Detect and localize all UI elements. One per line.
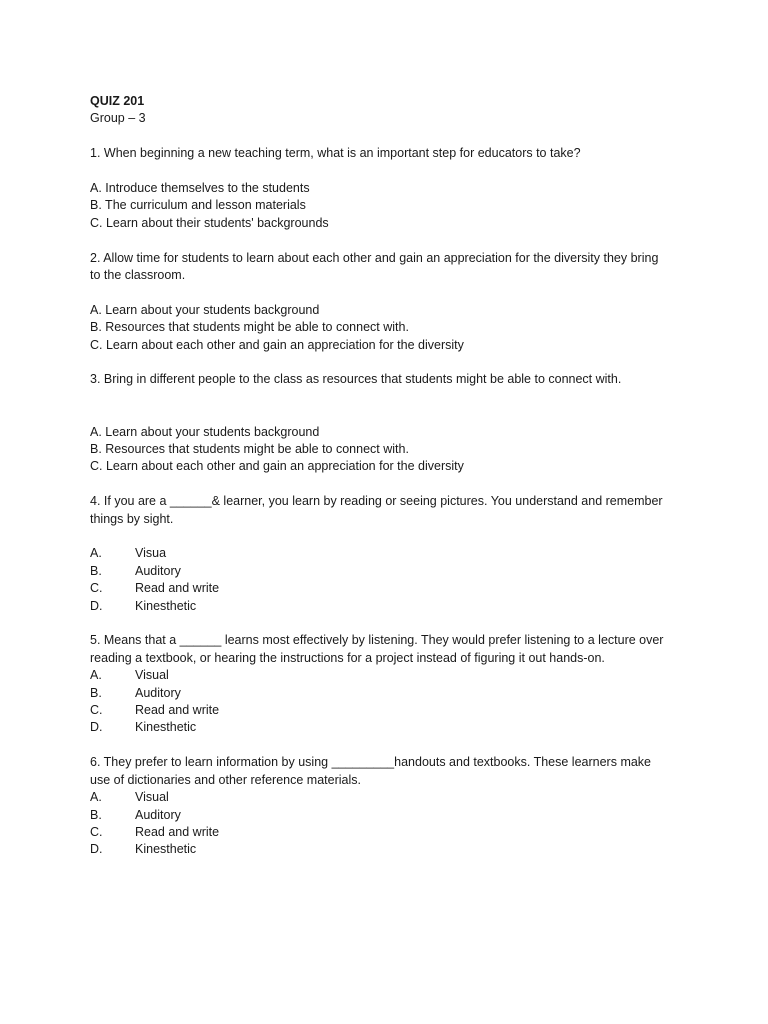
question-1-prompt: 1. When beginning a new teaching term, what is an important step for educators to take? (90, 146, 581, 161)
question-4-option-a (90, 545, 690, 562)
question-3-option-b: B. Resources that students might be able to connect with. (90, 442, 409, 457)
question-3 (90, 371, 690, 475)
option-letter: A. (90, 790, 102, 805)
option-letter: C. (90, 581, 103, 596)
option-text: Auditory (135, 685, 181, 700)
option-text: Visua (135, 546, 167, 561)
option-letter: B. (90, 685, 102, 700)
question-4-option-b (90, 563, 690, 580)
question-1-option-c: C. Learn about their students' backgrounds (90, 215, 329, 230)
question-1-option-a: A. Introduce themselves to the students (90, 181, 310, 195)
question-5-option-d (90, 719, 690, 736)
option-letter: D. (90, 720, 103, 735)
question-2-option-c: C. Learn about each other and gain an appreciation for the diversity (90, 337, 464, 352)
quiz-title: QUIZ 201 (90, 94, 145, 108)
option-letter: A. (90, 668, 102, 683)
option-letter: B. (90, 563, 102, 578)
question-6-option-b (90, 807, 690, 824)
question-4 (90, 493, 690, 615)
question-6-option-c (90, 824, 690, 841)
question-4-option-c (90, 580, 690, 597)
question-3-prompt: 3. Bring in different people to the class as resources that students might be able to connect with. (90, 372, 622, 387)
question-1 (90, 145, 690, 232)
option-text: Read and write (135, 824, 220, 839)
option-text: Auditory (135, 563, 181, 578)
question-6-option-d (90, 841, 690, 858)
option-text: Visual (135, 790, 169, 805)
question-6-prompt-line-1: 6. They prefer to learn information by using _________handouts and textbooks. These learners make (90, 755, 652, 770)
question-6-option-a (90, 789, 690, 806)
question-3-option-c: C. Learn about each other and gain an appreciation for the diversity (90, 459, 464, 474)
option-text: Visual (135, 668, 169, 683)
question-2-option-b: B. Resources that students might be able to connect with. (90, 320, 409, 335)
question-5-prompt-line-1: 5. Means that a ______ learns most effectively by listening. They would prefer listening to a lecture over (90, 633, 664, 648)
question-5-option-a (90, 667, 690, 684)
option-text: Read and write (135, 703, 220, 718)
question-2-prompt-line-1: 2. Allow time for students to learn about each other and gain an appreciation for the diversity they bring (90, 250, 659, 265)
option-text: Auditory (135, 807, 181, 822)
option-letter: D. (90, 598, 103, 613)
option-letter: C. (90, 703, 103, 718)
question-4-prompt-line-1: 4. If you are a ______& learner, you learn by reading or seeing pictures. You understand and remember (90, 494, 663, 509)
option-letter: A. (90, 546, 102, 561)
question-2 (90, 250, 690, 354)
quiz-document (90, 93, 690, 859)
question-6-prompt-line-2: use of dictionaries and other reference materials. (90, 772, 361, 787)
group-label: Group – 3 (90, 111, 146, 126)
question-1-option-b: B. The curriculum and lesson materials (90, 198, 306, 213)
question-5-prompt-line-2: reading a textbook, or hearing the instructions for a project instead of figuring it out hands-on. (90, 650, 605, 665)
question-5-option-c (90, 702, 690, 719)
question-6 (90, 754, 690, 858)
question-2-prompt-line-2: to the classroom. (90, 268, 186, 283)
question-5-option-b (90, 685, 690, 702)
option-letter: B. (90, 807, 102, 822)
question-4-option-d (90, 598, 690, 615)
option-text: Kinesthetic (135, 598, 197, 613)
option-letter: C. (90, 824, 103, 839)
option-text: Kinesthetic (135, 842, 197, 857)
option-text: Read and write (135, 581, 220, 596)
question-3-option-a: A. Learn about your students background (90, 424, 320, 439)
question-2-option-a: A. Learn about your students background (90, 302, 320, 317)
question-5 (90, 632, 690, 736)
question-4-prompt-line-2: things by sight. (90, 511, 174, 526)
option-letter: D. (90, 842, 103, 857)
option-text: Kinesthetic (135, 720, 197, 735)
